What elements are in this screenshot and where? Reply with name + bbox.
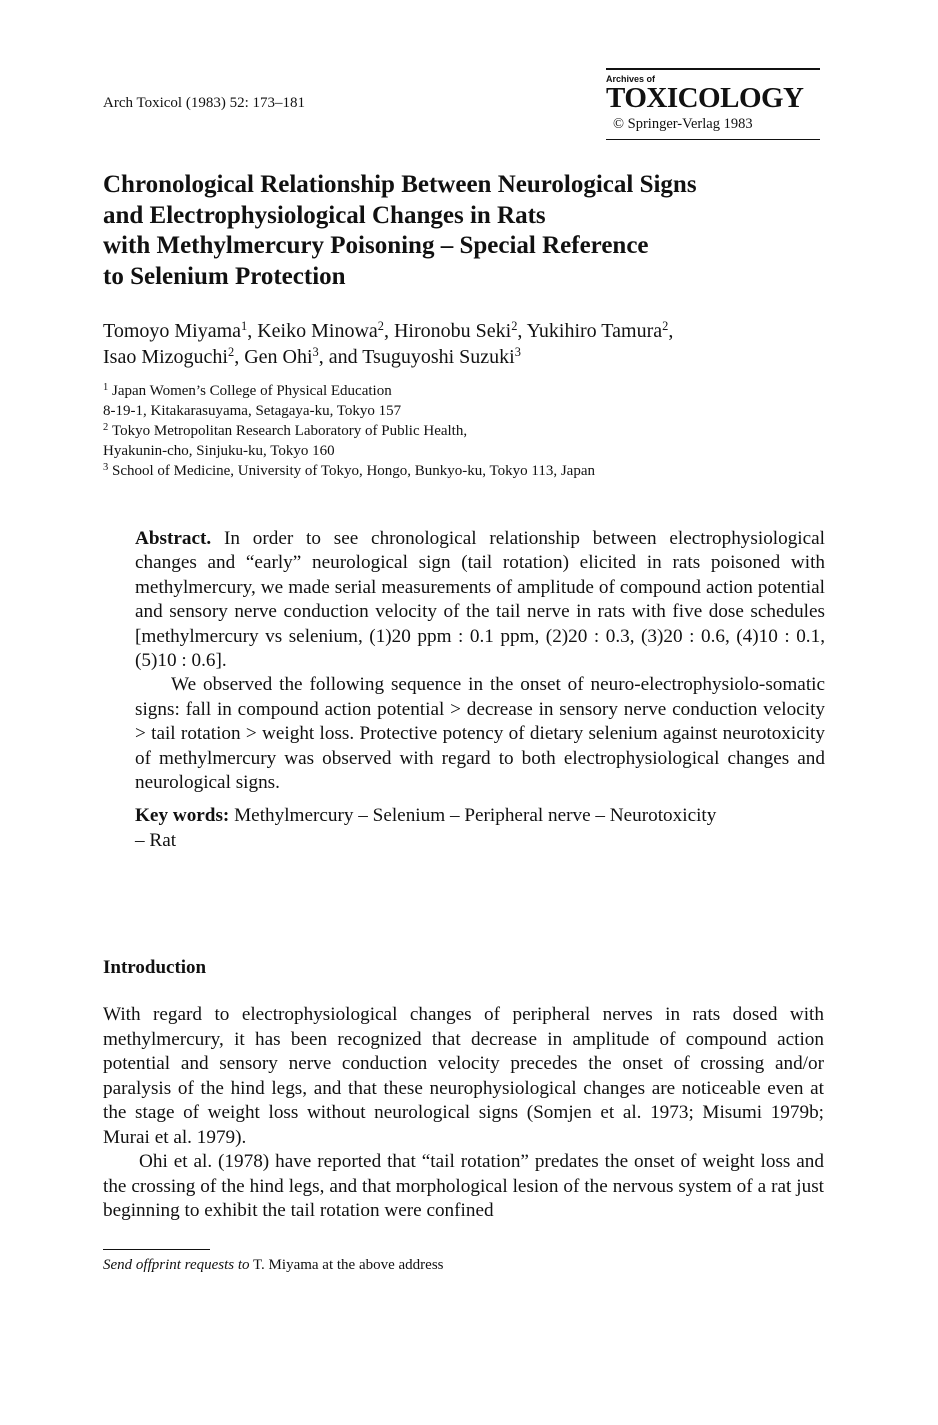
author-name: Isao Mizoguchi (103, 346, 228, 368)
abstract (135, 527, 825, 853)
masthead-archives-of: Archives of (606, 73, 656, 84)
abstract-paragraph-1: Abstract. In order to see chronological relationship between electrophysiological changes and “early” neurological sign (tail rotation) elicited in rats poisoned with methylmercury, we made serial measurements of amplitude of compound action potential and sensory nerve conduction velocity of the tail nerve in rats with five dose schedules [methylmercury vs selenium, (1)20 ppm : 0.1 ppm, (2)20 : 0.3, (3)20 : 0.6, (4)10 : 0.1, (5)10 : 0.6]. (135, 528, 825, 672)
offprint-footnote: Send offprint requests to T. Miyama at the above address (103, 1257, 444, 1273)
keywords: Key words: Methylmercury – Selenium – Peripheral nerve – Neurotoxicity – Rat (135, 805, 717, 851)
introduction-paragraph-1: With regard to electrophysiological changes of peripheral nerves in rats dosed with methylmercury, it has been recognized that decrease in amplitude of compound action potential and sensory nerve conduction velocity precedes the onset of crossing and/or paralysis of the hind legs, and that these neurophysiological changes are noticeable even at the stage of weight loss without neurological signs (Somjen et al. 1973; Misumi 1979b; Murai et al. 1979). (103, 1004, 824, 1148)
masthead-top-rule (606, 68, 820, 70)
introduction-paragraph-2: Ohi et al. (1978) have reported that “tail rotation” predates the onset of weight loss and the crossing of the hind legs, and that morphological lesion of the nervous system of a rat just beginning to exhibit the tail rotation were confined (103, 1151, 824, 1221)
masthead-publisher: © Springer-Verlag 1983 (613, 115, 753, 132)
author-affil-mark: 2 (511, 319, 518, 334)
author-name: Keiko Minowa (257, 320, 378, 342)
author-affil-mark: 3 (514, 345, 521, 360)
author-name: Yukihiro Tamura (526, 320, 663, 342)
author-affil-mark: 3 (312, 345, 319, 360)
article-title (103, 170, 823, 292)
journal-citation: Arch Toxicol (1983) 52: 173–181 (103, 95, 305, 111)
masthead-bottom-rule (606, 139, 820, 141)
author-affil-mark: 2 (377, 319, 384, 334)
author-name: Gen Ohi (244, 346, 313, 368)
author-name: Tsuguyoshi Suzuki (362, 346, 515, 368)
author-name: Tomoyo Miyama (103, 320, 242, 342)
author-list (103, 318, 673, 370)
journal-masthead (606, 68, 820, 140)
keywords-label: Key words: (135, 805, 230, 827)
affiliation-1: $^1$ Japan Women’s College of Physical Education (103, 381, 392, 399)
title-line: and Electrophysiological Changes in Rats (103, 201, 546, 229)
abstract-label: Abstract. (135, 528, 212, 549)
title-line: to Selenium Protection (103, 262, 346, 290)
author-affil-mark: 1 (241, 319, 248, 334)
author-affil-mark: 2 (662, 319, 669, 334)
affiliation-2: $^2$ Tokyo Metropolitan Research Laboratory of Public Health, (103, 421, 468, 439)
author-line-2: Isao Mizoguchi$^2$, Gen Ohi$^3$, and Tsuguyoshi Suzuki$^3$ (103, 345, 521, 368)
title-line: Chronological Relationship Between Neurological Signs (103, 171, 697, 198)
footnote-rule (103, 1249, 210, 1250)
section-heading-introduction: Introduction (103, 957, 207, 978)
author-name: Hironobu Seki (393, 320, 512, 342)
affiliation-1-address: 8-19-1, Kitakarasuyama, Setagaya-ku, Tokyo 157 (103, 403, 402, 419)
introduction-body (103, 1003, 824, 1224)
affiliation-2-address: Hyakunin-cho, Sinjuku-ku, Tokyo 160 (103, 443, 335, 459)
title-line: with Methylmercury Poisoning – Special Reference (103, 232, 649, 259)
author-line-1: Tomoyo Miyama$^1$, Keiko Minowa$^2$, Hironobu Seki$^2$, Yukihiro Tamura$^2$, (103, 319, 674, 342)
affiliations (103, 381, 595, 481)
affiliation-3: $^3$ School of Medicine, University of Tokyo, Hongo, Bunkyo-ku, Tokyo 113, Japan (103, 461, 595, 479)
masthead-journal-title: TOXICOLOGY (606, 81, 804, 114)
author-affil-mark: 2 (227, 345, 235, 360)
abstract-paragraph-2: We observed the following sequence in the onset of neuro-electrophysiolo-somatic signs: fall in compound action potential > decrease in sensory nerve conduction velocity > tail rotation > weight loss. Protective potency of dietary selenium against neurotoxicity of methylmercury was observed with regard to both electrophysiological changes and neurological signs. (135, 674, 825, 794)
